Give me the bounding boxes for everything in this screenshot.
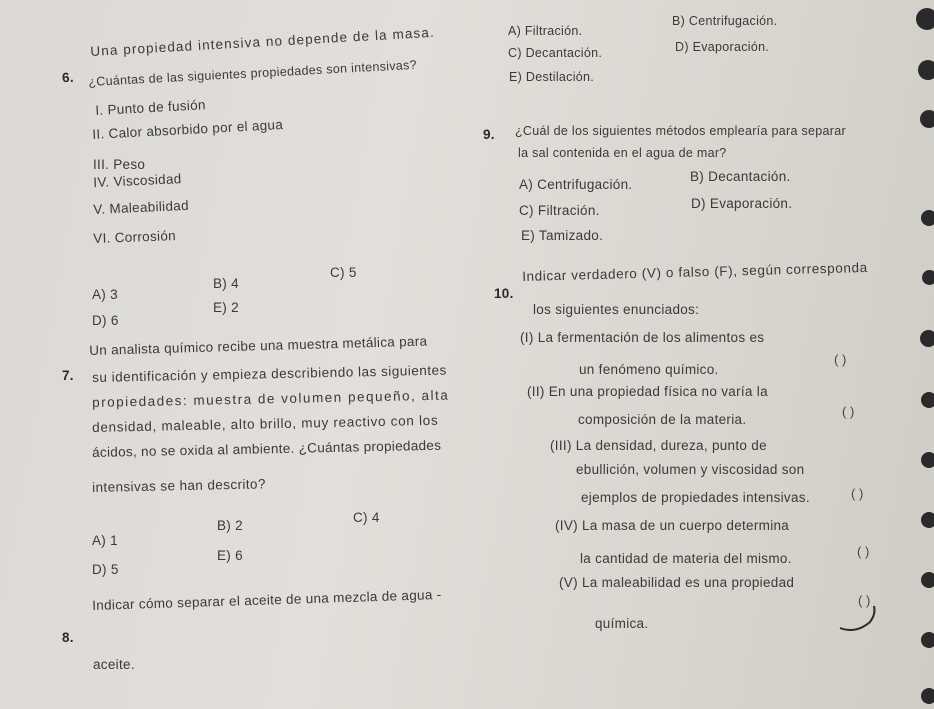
q9-number: 9. <box>483 127 495 142</box>
q10-statement-2-line-1: (II) En una propiedad física no varía la <box>527 384 768 399</box>
q6-item-3: III. Peso <box>93 157 146 172</box>
q6-option-a: A) 3 <box>92 287 118 302</box>
q7-option-a: A) 1 <box>92 533 118 548</box>
q10-statement-1-answer-blank[interactable]: ( ) <box>834 352 847 367</box>
q10-statement-5-line-2: química. <box>595 616 649 631</box>
q5-option-a: A) Filtración. <box>508 24 583 38</box>
q6-line2: ¿Cuántas de las siguientes propiedades son intensivas? <box>88 57 418 89</box>
binder-hole <box>916 8 934 30</box>
q10-statement-3-line-1: (III) La densidad, dureza, punto de <box>550 438 767 453</box>
binder-hole <box>920 330 934 347</box>
q7-option-b: B) 2 <box>217 518 243 533</box>
q10-statement-4-line-1: (IV) La masa de un cuerpo determina <box>555 518 790 533</box>
q10-number: 10. <box>494 286 514 301</box>
binder-hole <box>921 512 934 528</box>
q7-option-e: E) 6 <box>217 548 243 563</box>
q6-option-c: C) 5 <box>330 265 357 280</box>
q6-item-2: II. Calor absorbido por el agua <box>92 117 284 142</box>
q10-statement-4-line-2: la cantidad de materia del mismo. <box>580 551 792 566</box>
q8-line2: aceite. <box>93 657 135 672</box>
q10-line1: Indicar verdadero (V) o falso (F), según corresponda <box>522 259 868 284</box>
q10-statement-3-line-2: ebullición, volumen y viscosidad son <box>576 462 805 477</box>
q6-option-e: E) 2 <box>213 300 239 315</box>
q8-line1: Indicar cómo separar el aceite de una mezcla de agua - <box>92 587 442 613</box>
q7-line-5: ácidos, no se oxida al ambiente. ¿Cuántas propiedades <box>92 437 442 460</box>
q9-option-a: A) Centrifugación. <box>519 177 633 192</box>
q7-option-d: D) 5 <box>92 562 119 577</box>
q7-line-2: su identificación y empieza describiendo las siguientes <box>92 362 447 385</box>
q7-number: 7. <box>62 368 74 383</box>
q6-option-b: B) 4 <box>213 276 239 291</box>
binder-hole <box>921 452 934 468</box>
q9-line1: ¿Cuál de los siguientes métodos emplearía para separar <box>515 124 846 138</box>
q6-line1: Una propiedad intensiva no depende de la masa. <box>90 24 436 59</box>
q6-option-d: D) 6 <box>92 313 119 328</box>
q9-option-d: D) Evaporación. <box>691 196 793 211</box>
binder-hole <box>918 60 934 80</box>
q7-line-3: propiedades: muestra de volumen pequeño, alta <box>92 387 450 410</box>
binder-hole <box>921 392 934 408</box>
q10-statement-5-line-1: (V) La maleabilidad es una propiedad <box>559 575 795 590</box>
q5-option-b: B) Centrifugación. <box>672 14 778 28</box>
q6-item-6: VI. Corrosión <box>93 228 177 246</box>
q10-statement-4-answer-blank[interactable]: ( ) <box>857 544 870 559</box>
q10-statement-2-answer-blank[interactable]: ( ) <box>842 404 855 419</box>
q6-item-5: V. Maleabilidad <box>93 197 190 217</box>
q6-number: 6. <box>61 69 75 86</box>
q6-item-4: IV. Viscosidad <box>93 171 182 190</box>
binder-hole <box>921 688 934 704</box>
q5-option-c: C) Decantación. <box>508 46 603 60</box>
q7-line-4: densidad, maleable, alto brillo, muy reactivo con los <box>92 412 439 435</box>
pencil-checkmark <box>838 600 888 636</box>
q5-option-e: E) Destilación. <box>509 70 595 84</box>
q6-item-1: I. Punto de fusión <box>95 97 207 118</box>
q9-option-c: C) Filtración. <box>519 203 600 218</box>
q9-line2: la sal contenida en el agua de mar? <box>518 146 727 160</box>
q9-option-e: E) Tamizado. <box>521 228 604 243</box>
binder-hole <box>921 572 934 588</box>
q7-option-c: C) 4 <box>353 510 380 525</box>
q10-statement-2-line-2: composición de la materia. <box>578 412 747 427</box>
binder-hole <box>920 110 934 128</box>
q8-number: 8. <box>62 630 74 645</box>
q10-line2: los siguientes enunciados: <box>533 302 700 317</box>
q7-line-1: Un analista químico recibe una muestra metálica para <box>89 333 428 358</box>
binder-hole <box>921 632 934 648</box>
q9-option-b: B) Decantación. <box>690 169 791 184</box>
q10-statement-1-line-2: un fenómeno químico. <box>579 362 719 377</box>
q10-statement-1-line-1: (I) La fermentación de los alimentos es <box>520 330 765 345</box>
binder-hole <box>921 210 934 226</box>
q10-statement-5-answer-blank[interactable]: ( ) <box>858 593 871 608</box>
q7-line-6: intensivas se han descrito? <box>92 476 266 495</box>
binder-hole <box>922 270 934 285</box>
q5-option-d: D) Evaporación. <box>675 40 770 54</box>
q10-statement-3-answer-blank[interactable]: ( ) <box>851 486 864 501</box>
q10-statement-3-line-3: ejemplos de propiedades intensivas. <box>581 490 810 505</box>
